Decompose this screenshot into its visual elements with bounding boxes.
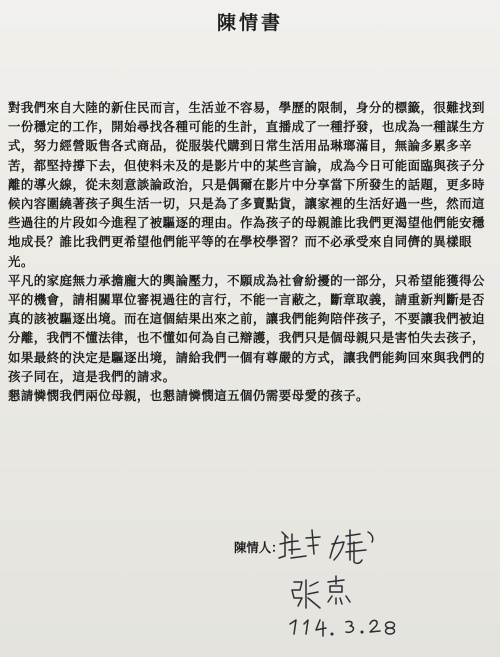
text-line: 分離，我們不懂法律，也不懂如何為自己辯護，我們只是個母親只是害怕失去孩子， [8,330,485,346]
document-body [8,98,492,405]
text-line: 如果最終的決定是驅逐出境，請給我們一個有尊嚴的方式，讓我們能夠回來與我們的 [8,349,485,365]
handwritten-signature [276,520,426,640]
paragraph-3 [8,386,492,405]
text-line: 些過往的片段如今進程了被驅逐的理由。作為孩子的母親誰比我們更渴望他們能安穩 [8,215,485,231]
text-line: 孩子同在，這是我們的請求。 [8,368,176,384]
signature-label: 陳情人： [234,540,284,555]
text-line: 地成長？誰比我們更希望他們能平等的在學校學習？而不必承受來自同儕的異樣眼 [8,234,473,250]
paragraph-2 [8,271,492,386]
text-line: 平凡的家庭無力承擔龐大的輿論壓力，不願成為社會紛擾的一部分，只希望能獲得公 [8,272,485,288]
text-line: 式，努力經營販售各式商品，從服裝代購到日常生活用品琳瑯滿目，無論多累多辛 [8,138,473,154]
text-line: 苦，都堅持撐下去，但使料未及的是影片中的某些言論，成為今日可能面臨與孩子分 [8,157,485,173]
text-line: 光。 [8,253,34,269]
text-line: 候內容圍繞著孩子與生活一切，只是為了多賣點貨，讓家裡的生活好過一些，然而這 [8,196,485,212]
text-line: 對我們來自大陸的新住民而言，生活並不容易，學歷的限制，身分的標籤，很難找到 [8,100,485,115]
text-line: 懇請憐憫我們兩位母親，也懇請憐憫這五個仍需要母愛的孩子。 [8,388,369,404]
text-line: 離的導火線，從未刻意談論政治，只是偶爾在影片中分享當下所發生的話題，更多時 [8,176,485,192]
text-line: 平的機會，請相關單位審視過往的言行，不能一言蔽之，斷章取義，請重新判斷是否 [8,292,485,308]
document-title: 陳情書 [216,12,283,34]
text-line: 一份穩定的工作，開始尋找各種可能的生計，直播成了一種抒發，也成為一種謀生方 [8,119,485,135]
paragraph-1 [8,98,492,271]
text-line: 真的該被驅逐出境。而在這個結果出來之前，讓我們能夠陪伴孩子，不要讓我們被迫 [8,311,485,327]
